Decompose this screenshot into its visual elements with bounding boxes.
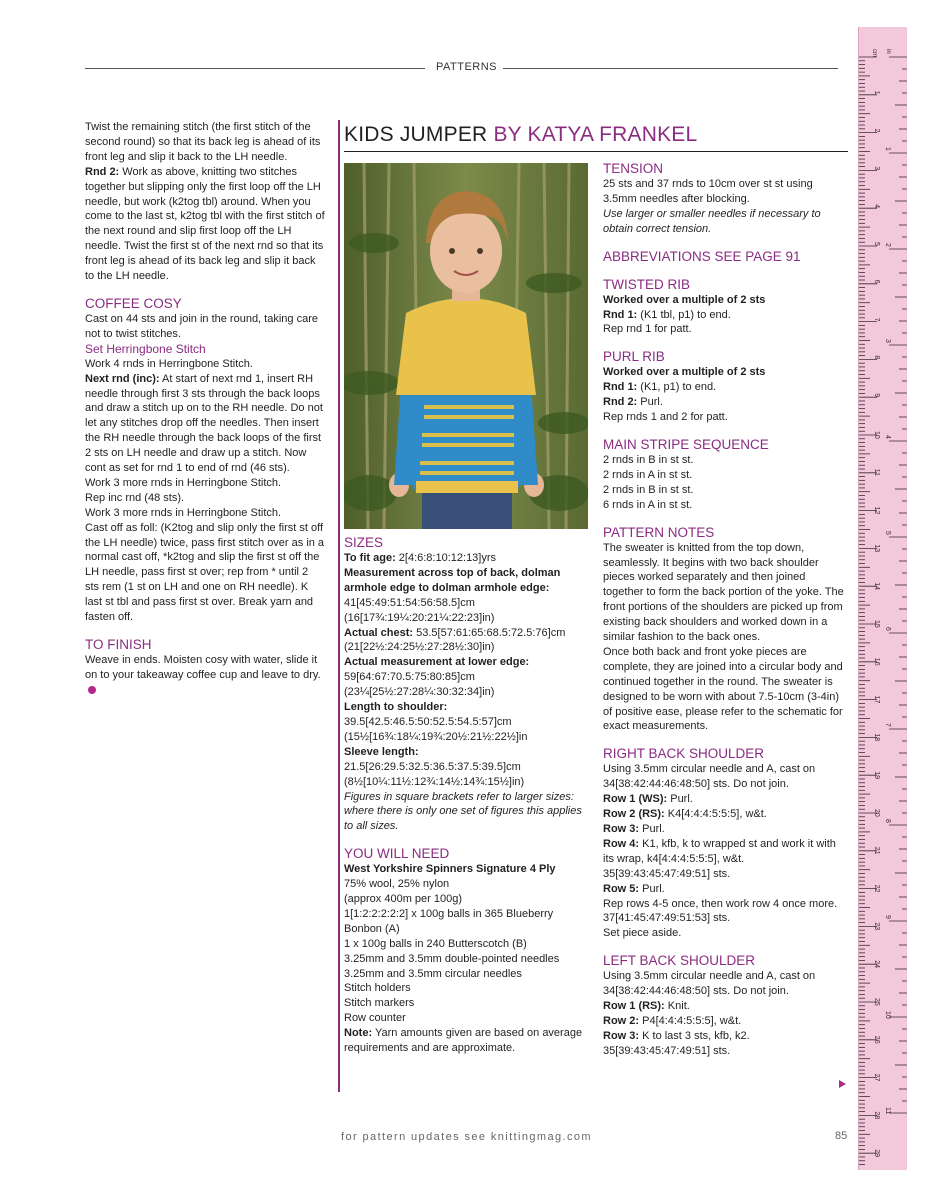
page-number: 85 [835, 1130, 848, 1142]
footer-text: for pattern updates see knittingmag.com [341, 1131, 592, 1143]
ruler-ticks-graphic [859, 27, 907, 1170]
ruler-in-number: 2 [884, 243, 891, 247]
list-item: (approx 400m per 100g) [344, 893, 463, 906]
paragraph: Next rnd (inc): At start of next rnd 1, insert RH needle through first 3 sts through the back loops and draw a stitch up on to the RH needle. Do not let any stitches drop off the needles. Then insert the RH needle through the back loops of the first 2 sts on LH needle and draw up a stitch. Now cont as set for rnd 1 to end of rnd (46 sts). [85, 372, 323, 475]
ruler-cm-number: 5 [873, 242, 880, 246]
paragraph: Length to shoulder: [344, 701, 448, 714]
list-item: 1 x 100g balls in 240 Butterscotch (B) [344, 937, 527, 950]
ruler-cm-number: 15 [873, 620, 880, 628]
paragraph: 39.5[42.5:46.5:50:52.5:54.5:57]cm (15½[16¾:18¼:19¾:20½:21½:22½]in [344, 715, 528, 743]
paragraph: Sleeve length: [344, 745, 419, 758]
paragraph: The sweater is knitted from the top down, seamlessly. It begins with two back shoulder pieces worked separately and then joined together to form the back portion of the yoke. The front portions of the shoulders are picked up from existing back shoulders and worked down in a similar fashion to the back ones. [603, 541, 844, 644]
list-item: Stitch markers [344, 997, 415, 1010]
paragraph: 21.5[26:29.5:32.5:36.5:37.5:39.5]cm (8½[10¼:11½:12¾:14½:14¾:15½]in) [344, 760, 525, 788]
ruler-cm-number: 24 [873, 960, 880, 968]
list-item: Row counter [344, 1012, 406, 1025]
paragraph: Row 3: Purl. [603, 823, 665, 835]
ruler-in-number: 8 [884, 819, 891, 823]
paragraph: Measurement across top of back, dolman armhole edge to dolman armhole edge: 41[45:49:51:54:56:58.5]cm (16[17¾:19¼:20:21¼:22:23]in) [344, 566, 561, 624]
paragraph: Rnd 2: Purl. [603, 396, 663, 409]
paragraph: Using 3.5mm circular needle and A, cast on 34[38:42:44:46:48:50] sts. Do not join. [603, 970, 816, 998]
ruler-cm-number: 6 [873, 279, 880, 284]
paragraph: Rnd 1: (K1 tbl, p1) to end. [603, 308, 731, 321]
paragraph: Worked over a multiple of 2 sts [603, 293, 766, 306]
paragraph: Use larger or smaller needles if necessary to obtain correct tension. [603, 207, 821, 235]
ruler-in-number: 4 [884, 435, 891, 439]
purl-rib-heading: PURL RIB [603, 349, 665, 365]
twisted-rib-heading: TWISTED RIB [603, 276, 690, 292]
ruler-cm-number: 7 [873, 317, 880, 322]
tension-heading: TENSION [603, 161, 664, 176]
ruler-cm-number: 8 [873, 355, 880, 360]
ruler-cm-number: 10 [873, 431, 880, 439]
paragraph: Row 1 (WS): Purl. [603, 793, 693, 806]
paragraph: Row 5: Purl. [603, 882, 665, 895]
ruler-cm-number: 29 [873, 1149, 880, 1157]
column-divider [338, 120, 340, 1092]
paragraph: Row 3: K to last 3 sts, kfb, k2. 35[39:43:45:47:49:51] sts. [603, 1029, 750, 1057]
ruler-cm-number: 1 [873, 90, 880, 95]
ruler-cm-number: 12 [873, 506, 880, 515]
ruler-cm-number: 25 [873, 998, 880, 1006]
list-item: 2 rnds in A in st st. [603, 468, 693, 481]
herringbone-subheading: Set Herringbone Stitch [85, 341, 206, 356]
section-label: PATTERNS [435, 61, 498, 73]
ruler-in-number: 5 [884, 531, 891, 535]
ruler-cm-number: 23 [873, 922, 880, 931]
ruler-cm-number: 13 [873, 544, 880, 553]
paragraph: Work 3 more rnds in Herringbone Stitch. [85, 506, 282, 519]
ruler-cm-number: 4 [873, 204, 880, 209]
list-item: Stitch holders [344, 982, 411, 995]
ruler-in-number: 1 [884, 147, 891, 151]
ruler-cm-number: 28 [873, 1111, 880, 1120]
ruler-cm-number: 26 [873, 1035, 880, 1044]
ruler-cm-number: 20 [873, 809, 880, 817]
ruler-in-label: in [885, 49, 891, 54]
paragraph: Set piece aside. [603, 927, 682, 940]
list-item: 75% wool, 25% nylon [344, 878, 450, 891]
paragraph: 25 sts and 37 rnds to 10cm over st st using 3.5mm needles after blocking. [603, 178, 813, 205]
paragraph: Row 4: K1, kfb, k to wrapped st and work it with its wrap, k4[4:4:4:5:5:5], w&t. 35[39:43:45:47:49:51] sts. [603, 837, 836, 880]
ruler-in-number: 3 [884, 339, 891, 343]
paragraph: To fit age: 2[4:6:8:10:12:13]yrs [344, 552, 497, 564]
ruler-in-number: 10 [884, 1011, 891, 1019]
ruler-cm-number: 9 [873, 393, 880, 398]
pattern-title [344, 123, 848, 147]
ruler-cm-number: 21 [873, 846, 880, 855]
list-item: 6 rnds in A in st st. [603, 498, 693, 511]
paragraph: Cast off as foll: (K2tog and slip only the first st off the LH needle) twice, pass first stitch over as in a normal cast off, *k2tog and slip the first st off the LH needle, pass first st over; rep from * until 2 sts rem (1 st on LH and one on RH needle). K last st tbl and pass first st over. Break yarn and fasten off. [85, 521, 325, 624]
title-main: KIDS JUMPER [344, 123, 488, 146]
left-column [85, 120, 325, 698]
list-item: 2 rnds in B in st st. [603, 453, 694, 466]
ruler-cm-number: 14 [873, 582, 880, 590]
paragraph: Using 3.5mm circular needle and A, cast on 34[38:42:44:46:48:50] sts. Do not join. [603, 763, 816, 791]
paragraph: Rnd 2: Work as above, knitting two stitches together but slipping only the first loop off the LH needle, but work (k2tog tbl) around. When you come to the last st, k2tog tbl with the first stitch of the next round and slip first loop off the LH needle. Twist the first st of the next rnd so that its front leg is ahead of its back leg and slip it back to the LH needle. [85, 165, 325, 283]
ruler-in-number: 7 [884, 723, 891, 727]
continue-arrow-icon [839, 1080, 846, 1088]
end-dot-icon [88, 686, 96, 694]
paragraph: Once both back and front yoke pieces are complete, they are joined into a circular body and continued together in the round. The sweater is designed to be worn with about 7.5-10cm (3-4in) of positive ease, please refer to the schematic for exact measurements. [603, 645, 843, 733]
measuring-ruler [858, 27, 907, 1170]
paragraph: Work 4 rnds in Herringbone Stitch. [85, 357, 253, 370]
to-finish-heading: TO FINISH [85, 637, 152, 652]
coffee-cosy-heading: COFFEE COSY [85, 295, 182, 311]
right-column [603, 160, 848, 1059]
paragraph: Actual measurement at lower edge: 59[64:67:70.5:75:80:85]cm (23¼[25½:27:28¼:30:32:34]in) [344, 656, 530, 699]
abbreviations-heading: ABBREVIATIONS SEE PAGE 91 [603, 248, 801, 264]
list-item: 1[1:2:2:2:2:2] x 100g balls in 365 Blueberry Bonbon (A) [344, 907, 554, 935]
model-photo [344, 163, 588, 529]
paragraph: Rep rows 4-5 once, then work row 4 once more. 37[41:45:47:49:51:53] sts. [603, 897, 838, 925]
ruler-cm-label: cm [871, 49, 877, 57]
paragraph: Rep rnds 1 and 2 for patt. [603, 411, 728, 424]
right-back-shoulder-heading: RIGHT BACK SHOULDER [603, 746, 765, 762]
paragraph: Rep inc rnd (48 sts). [85, 491, 185, 504]
ruler-in-number: 6 [884, 627, 891, 631]
paragraph: Actual chest: 53.5[57:61:65:68.5:72.5:76]cm (21[22½:24:25½:27:28½:30]in) [344, 626, 566, 654]
sizes-heading: SIZES [344, 535, 384, 550]
ruler-cm-number: 3 [873, 166, 880, 171]
pattern-notes-heading: PATTERN NOTES [603, 524, 715, 540]
paragraph: Row 2: P4[4:4:4:5:5:5], w&t. [603, 1014, 742, 1027]
ruler-in-number: 9 [884, 915, 891, 919]
left-back-shoulder-heading: LEFT BACK SHOULDER [603, 953, 756, 969]
ruler-cm-number: 27 [873, 1073, 880, 1082]
ruler-cm-number: 17 [873, 695, 880, 704]
ruler-cm-number: 18 [873, 733, 880, 742]
ruler-cm-number: 2 [873, 128, 880, 133]
paragraph: Figures in square brackets refer to larger sizes: where there is only one set of figures this applies to all sizes. [344, 790, 582, 833]
paragraph: Row 1 (RS): Knit. [603, 1000, 690, 1013]
paragraph: Rnd 1: (K1, p1) to end. [603, 381, 717, 394]
ruler-cm-number: 19 [873, 771, 880, 779]
list-item: 2 rnds in B in st st. [603, 483, 694, 496]
title-rule [344, 151, 848, 152]
paragraph: Worked over a multiple of 2 sts [603, 366, 766, 379]
paragraph: Weave in ends. Moisten cosy with water, slide it on to your takeaway coffee cup and leave to dry. [85, 653, 325, 698]
paragraph: Twist the remaining stitch (the first stitch of the second round) so that its back leg is ahead of its front leg and slip it back to the LH needle. [85, 121, 321, 163]
ruler-cm-number: 22 [873, 884, 880, 893]
paragraph: West Yorkshire Spinners Signature 4 Ply [344, 863, 556, 876]
title-byline: BY KATYA FRANKEL [493, 123, 698, 146]
paragraph: Rep rnd 1 for patt. [603, 323, 692, 336]
boy-in-striped-jumper-illustration [344, 163, 588, 529]
paragraph: Row 2 (RS): K4[4:4:4:5:5:5], w&t. [603, 808, 767, 821]
paragraph: Note: Yarn amounts given are based on average requirements and are approximate. [344, 1027, 583, 1055]
ruler-in-number: 11 [884, 1107, 891, 1115]
middle-column [344, 534, 590, 1056]
paragraph: Work 3 more rnds in Herringbone Stitch. [85, 476, 282, 489]
list-item: 3.25mm and 3.5mm circular needles [344, 967, 522, 980]
list-item: 3.25mm and 3.5mm double-pointed needles [344, 952, 560, 965]
you-will-need-heading: YOU WILL NEED [344, 846, 450, 862]
stripe-sequence-heading: MAIN STRIPE SEQUENCE [603, 436, 769, 452]
ruler-cm-number: 16 [873, 657, 880, 666]
ruler-cm-number: 11 [873, 468, 880, 477]
paragraph: Cast on 44 sts and join in the round, taking care not to twist stitches. [85, 312, 318, 340]
